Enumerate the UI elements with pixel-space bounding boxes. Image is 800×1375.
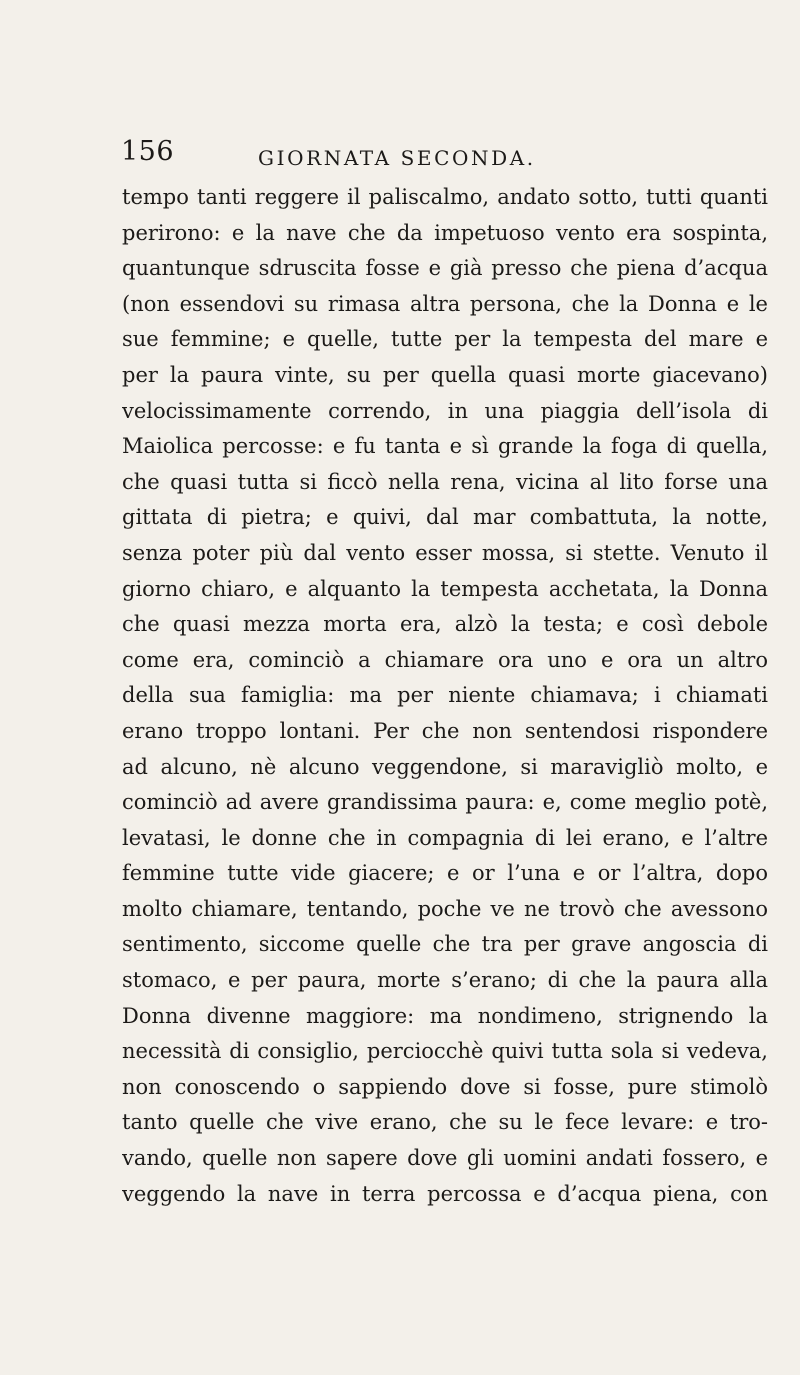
text-line: cominciò ad avere grandissima paura: e, come meglio potè, bbox=[122, 790, 768, 815]
text-line: della sua famiglia: ma per niente chiamava; i chiamati bbox=[122, 683, 768, 708]
text-line: stomaco, e per paura, morte s’erano; di che la paura alla bbox=[122, 968, 768, 993]
text-line: perirono: e la nave che da impetuoso vento era sospinta, bbox=[122, 220, 768, 245]
text-line: Maiolica percosse: e fu tanta e sì grande la foga di quella, bbox=[122, 434, 768, 459]
text-line: tempo tanti reggere il paliscalmo, andato sotto, tutti quanti bbox=[122, 185, 768, 209]
text-line: non conoscendo o sappiendo dove si fosse, pure stimolò bbox=[122, 1074, 768, 1099]
text-line: per la paura vinte, su per quella quasi morte giacevano) bbox=[122, 362, 768, 387]
text-line: necessità di consiglio, perciocchè quivi tutta sola si vedeva, bbox=[122, 1039, 768, 1064]
text-line: sue femmine; e quelle, tutte per la tempesta del mare e bbox=[122, 327, 768, 352]
text-line: gittata di pietra; e quivi, dal mar combattuta, la notte, bbox=[122, 505, 768, 530]
text-line: erano troppo lontani. Per che non sentendosi rispondere bbox=[122, 718, 768, 743]
text-line: veggendo la nave in terra percossa e d’acqua piena, con bbox=[122, 1181, 768, 1206]
text-line: che quasi tutta si ficcò nella rena, vicina al lito forse una bbox=[122, 469, 768, 494]
running-head: GIORNATA SECONDA. bbox=[258, 146, 536, 170]
text-line: femmine tutte vide giacere; e or l’una e or l’altra, dopo bbox=[122, 861, 768, 886]
text-line: vando, quelle non sapere dove gli uomini andati fossero, e bbox=[122, 1146, 768, 1171]
text-line: che quasi mezza morta era, alzò la testa; e così debole bbox=[122, 612, 768, 637]
text-line: senza poter più dal vento esser mossa, si stette. Venuto il bbox=[122, 540, 768, 565]
text-line: giorno chiaro, e alquanto la tempesta acchetata, la Donna bbox=[122, 576, 768, 601]
text-line: (non essendovi su rimasa altra persona, che la Donna e le bbox=[122, 291, 768, 316]
page-number: 156 bbox=[121, 136, 175, 167]
text-line: come era, cominciò a chiamare ora uno e ora un altro bbox=[122, 647, 768, 672]
text-line: molto chiamare, tentando, poche ve ne trovò che avessono bbox=[122, 896, 768, 921]
text-line: velocissimamente correndo, in una piaggia dell’isola di bbox=[122, 398, 768, 423]
text-line: sentimento, siccome quelle che tra per grave angoscia di bbox=[122, 932, 768, 957]
text-line: quantunque sdruscita fosse e già presso che piena d’acqua bbox=[122, 256, 768, 281]
text-line: ad alcuno, nè alcuno veggendone, si maravigliò molto, e bbox=[122, 754, 768, 779]
text-line: tanto quelle che vive erano, che su le fece levare: e tro- bbox=[122, 1110, 768, 1135]
text-line: levatasi, le donne che in compagnia di lei erano, e l’altre bbox=[122, 825, 768, 850]
text-line: Donna divenne maggiore: ma nondimeno, strignendo la bbox=[122, 1003, 768, 1028]
body-text bbox=[122, 180, 768, 1212]
